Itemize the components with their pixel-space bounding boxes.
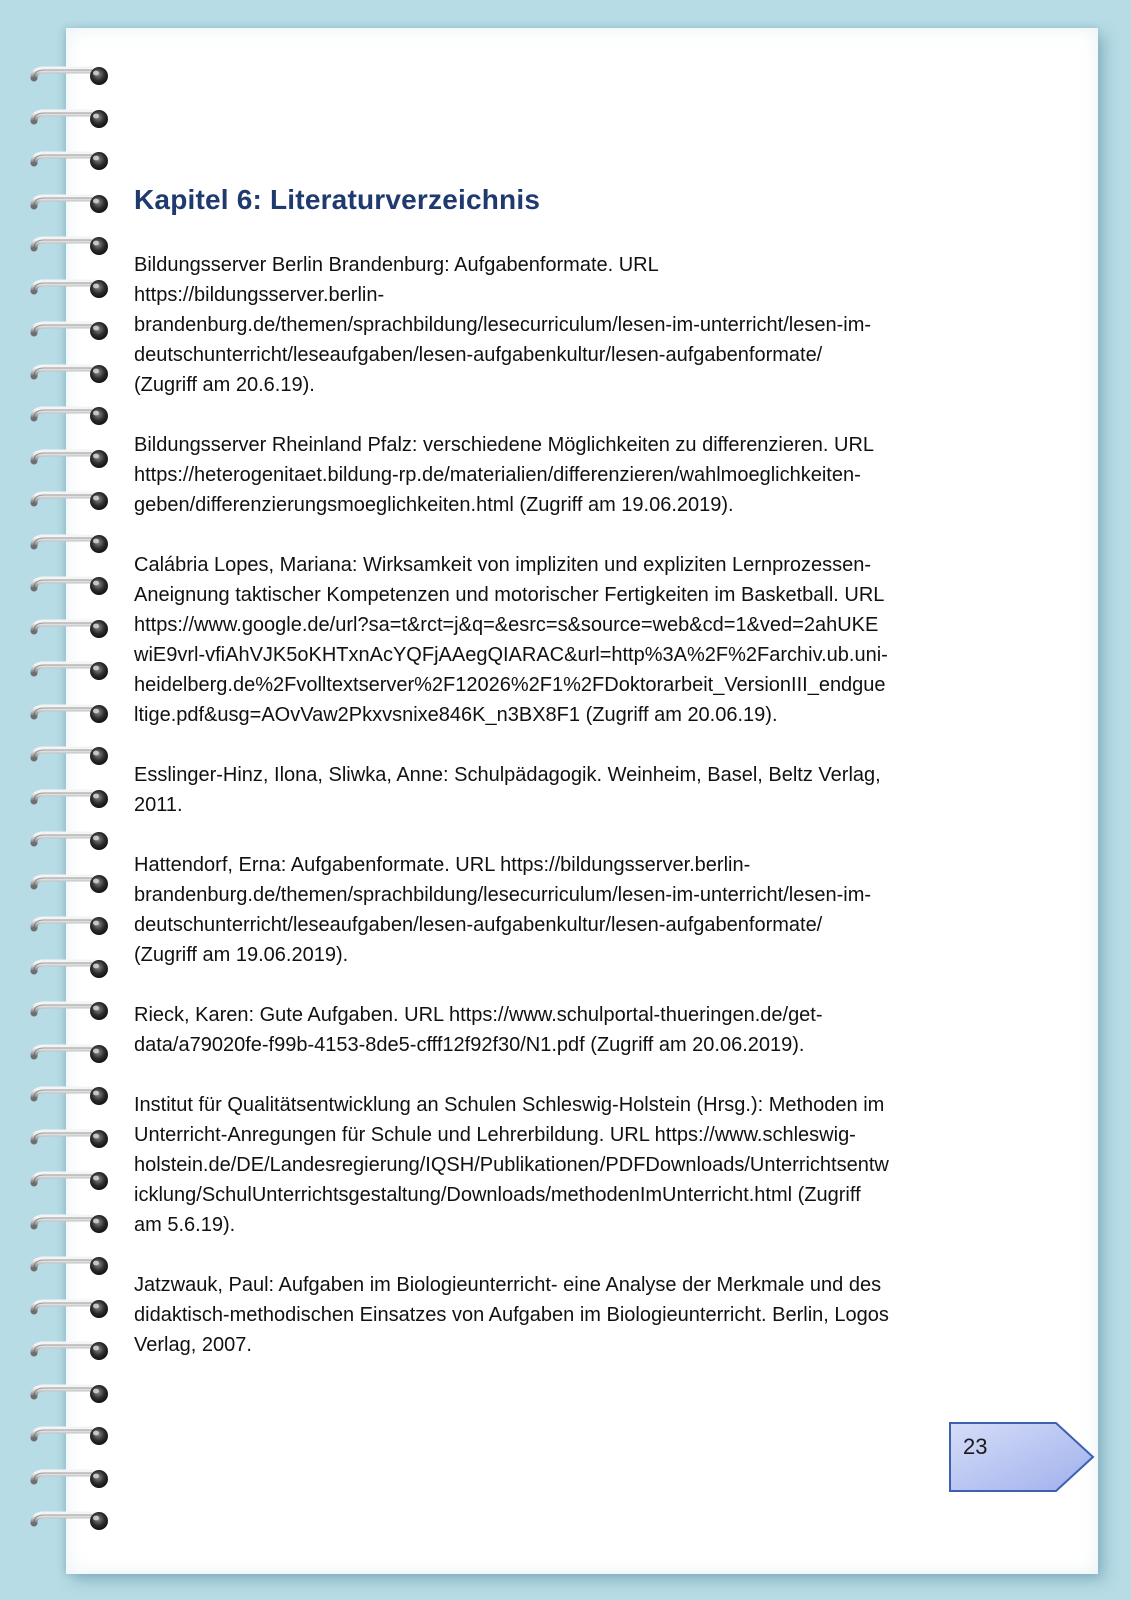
reference-line: Aneignung taktischer Kompetenzen und motorischer Fertigkeiten im Basketball. URL [134, 584, 885, 606]
reference-entry [134, 760, 1009, 820]
spiral-ring-icon [30, 105, 116, 133]
reference-line: (Zugriff am 20.6.19). [134, 374, 315, 396]
spiral-ring-icon [30, 1167, 116, 1195]
reference-line: ltige.pdf&usg=AOvVaw2Pkxvsnixe846K_n3BX8F1 (Zugriff am 20.06.19). [134, 704, 778, 726]
reference-entry [134, 250, 1009, 400]
spiral-ring-icon [30, 870, 116, 898]
reference-line: https://bildungsserver.berlin- [134, 284, 385, 306]
spiral-ring-icon [30, 785, 116, 813]
reference-entry [134, 430, 1009, 520]
spiral-ring-icon [30, 1252, 116, 1280]
spiral-ring-icon [30, 147, 116, 175]
reference-line: data/a79020fe-f99b-4153-8de5-cfff12f92f30/N1.pdf (Zugriff am 20.06.2019). [134, 1034, 805, 1056]
spiral-ring-icon [30, 530, 116, 558]
spiral-ring-icon [30, 190, 116, 218]
spiral-binding [30, 62, 120, 1542]
spiral-ring-icon [30, 615, 116, 643]
spiral-ring-icon [30, 827, 116, 855]
spiral-ring-icon [30, 955, 116, 983]
reference-line: am 5.6.19). [134, 1214, 236, 1236]
spiral-ring-icon [30, 912, 116, 940]
reference-line: deutschunterricht/leseaufgaben/lesen-aufgabenkultur/lesen-aufgabenformate/ [134, 344, 823, 366]
reference-entry [134, 1090, 1009, 1240]
spiral-ring-icon [30, 1465, 116, 1493]
reference-line: (Zugriff am 19.06.2019). [134, 944, 349, 966]
spiral-ring-icon [30, 487, 116, 515]
reference-line: heidelberg.de%2Fvolltextserver%2F12026%2F1%2FDoktorarbeit_VersionIII_endgue [134, 674, 886, 696]
reference-line: Calábria Lopes, Mariana: Wirksamkeit von impliziten und expliziten Lernprozessen- [134, 554, 872, 576]
reference-line: wiE9vrl-vfiAhVJK5oKHTxnAcYQFjAAegQIARAC&url=http%3A%2F%2Farchiv.ub.uni- [134, 644, 888, 666]
reference-entry [134, 1000, 1009, 1060]
reference-line: https://heterogenitaet.bildung-rp.de/materialien/differenzieren/wahlmoeglichkeiten- [134, 464, 861, 486]
reference-line: Jatzwauk, Paul: Aufgaben im Biologieunterricht- eine Analyse der Merkmale und des [134, 1274, 882, 1296]
reference-line: Rieck, Karen: Gute Aufgaben. URL https://www.schulportal-thueringen.de/get- [134, 1004, 823, 1026]
reference-entry [134, 550, 1009, 730]
spiral-ring-icon [30, 572, 116, 600]
spiral-ring-icon [30, 360, 116, 388]
spiral-ring-icon [30, 1422, 116, 1450]
spiral-ring-icon [30, 445, 116, 473]
reference-line: brandenburg.de/themen/sprachbildung/lesecurriculum/lesen-im-unterricht/lesen-im- [134, 884, 872, 906]
reference-line: icklung/SchulUnterrichtsgestaltung/Downloads/methodenImUnterricht.html (Zugriff [134, 1184, 861, 1206]
spiral-ring-icon [30, 1295, 116, 1323]
reference-entry [134, 850, 1009, 970]
spiral-ring-icon [30, 402, 116, 430]
reference-line: deutschunterricht/leseaufgaben/lesen-aufgabenkultur/lesen-aufgabenformate/ [134, 914, 823, 936]
reference-entry [134, 1270, 1009, 1360]
page-title: Kapitel 6: Literaturverzeichnis [134, 184, 541, 215]
reference-line: Institut für Qualitätsentwicklung an Schulen Schleswig-Holstein (Hrsg.): Methoden im [134, 1094, 885, 1116]
reference-line: Verlag, 2007. [134, 1334, 252, 1356]
spiral-ring-icon [30, 997, 116, 1025]
spiral-ring-icon [30, 657, 116, 685]
reference-line: Unterricht-Anregungen für Schule und Lehrerbildung. URL https://www.schleswig- [134, 1124, 856, 1146]
reference-line: Hattendorf, Erna: Aufgabenformate. URL https://bildungsserver.berlin- [134, 854, 751, 876]
spiral-ring-icon [30, 1082, 116, 1110]
spiral-ring-icon [30, 1337, 116, 1365]
reference-line: brandenburg.de/themen/sprachbildung/lesecurriculum/lesen-im-unterricht/lesen-im- [134, 314, 872, 336]
spiral-ring-icon [30, 1040, 116, 1068]
spiral-ring-icon [30, 275, 116, 303]
spiral-ring-icon [30, 317, 116, 345]
spiral-ring-icon [30, 232, 116, 260]
spiral-ring-icon [30, 1380, 116, 1408]
reference-line: geben/differenzierungsmoeglichkeiten.html (Zugriff am 19.06.2019). [134, 494, 734, 516]
spiral-ring-icon [30, 1210, 116, 1238]
reference-line: 2011. [134, 794, 183, 816]
page-number: 23 [963, 1434, 988, 1459]
spiral-ring-icon [30, 62, 116, 90]
spiral-ring-icon [30, 742, 116, 770]
reference-line: Bildungsserver Berlin Brandenburg: Aufgabenformate. URL [134, 254, 659, 276]
spiral-ring-icon [30, 1125, 116, 1153]
reference-line: Bildungsserver Rheinland Pfalz: verschiedene Möglichkeiten zu differenzieren. URL [134, 434, 875, 456]
reference-line: holstein.de/DE/Landesregierung/IQSH/Publikationen/PDFDownloads/Unterrichtsentw [134, 1154, 889, 1176]
reference-line: didaktisch-methodischen Einsatzes von Aufgaben im Biologieunterricht. Berlin, Logos [134, 1304, 889, 1326]
reference-line: https://www.google.de/url?sa=t&rct=j&q=&esrc=s&source=web&cd=1&ved=2ahUKE [134, 614, 879, 636]
reference-line: Esslinger-Hinz, Ilona, Sliwka, Anne: Schulpädagogik. Weinheim, Basel, Beltz Verlag, [134, 764, 881, 786]
spiral-ring-icon [30, 700, 116, 728]
spiral-ring-icon [30, 1507, 116, 1535]
reference-list [134, 250, 1009, 1390]
